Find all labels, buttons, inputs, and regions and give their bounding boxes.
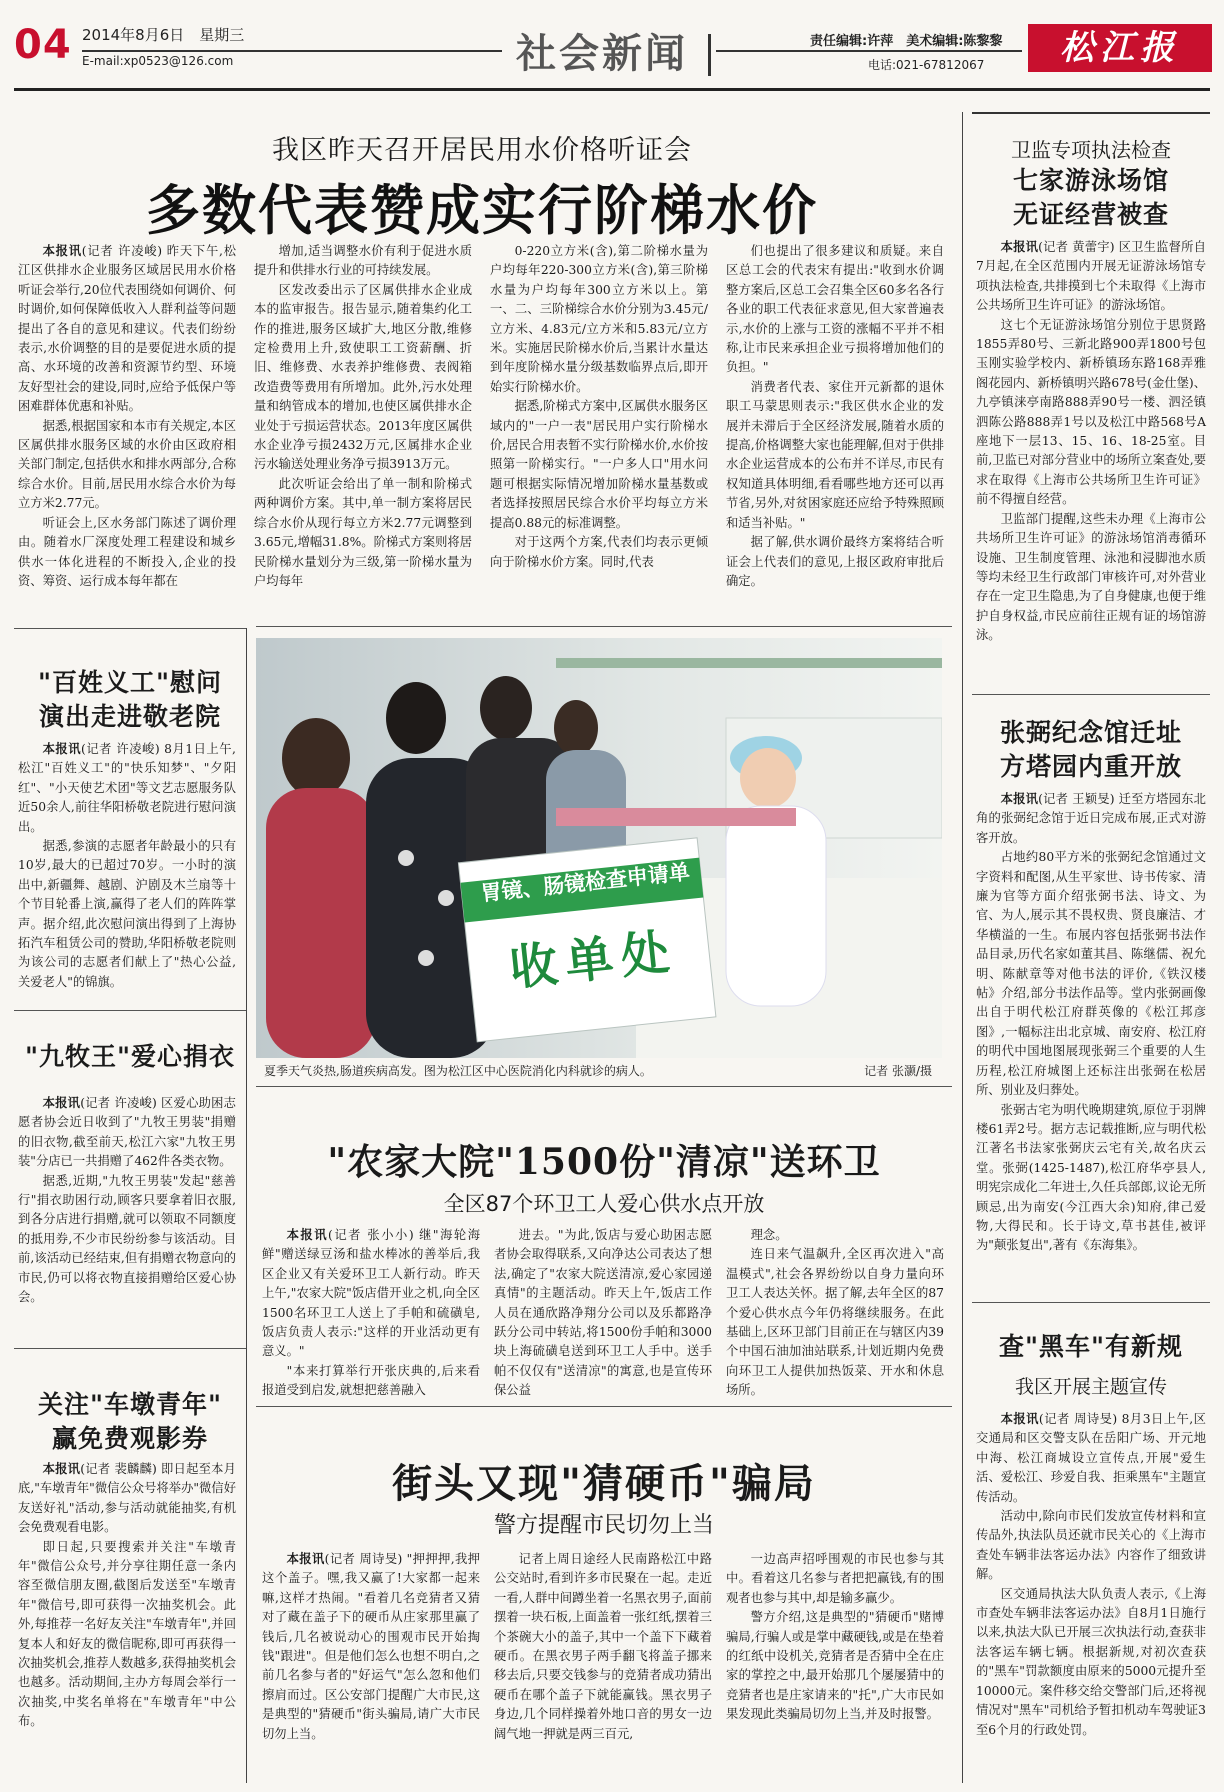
lead-col-1 — [18, 242, 236, 591]
rule-left-2 — [14, 1010, 246, 1011]
section-divider — [708, 34, 711, 76]
paragraph: 据悉,参演的志愿者年龄最小的只有10岁,最大的已超过70岁。一小时的演出中,新疆舞、越剧、沪剧及木兰扇等十个节目轮番上演,赢得了老人们的阵阵掌声。据介绍,此次慰问演出得到了上海协拓汽车租赁公司的赞助,华阳桥敬老院则为该公司的志愿者们献上了"热心公益,关爱老人"的锦旗。 — [18, 839, 236, 989]
paragraph: 进去。"为此,饭店与爱心助困志愿者协会取得联系,又向净达公司表达了想法,确定了"农家大院送清凉,爱心家园递真情"的主题活动。昨天上午,饭店工作人员在通欣路净翔分公司以及乐都路净跃分公司中转站,将1500份手帕和3000块上海硫磺皂送到环卫工人手中。送手帕不仅仅有"送清凉"的寓意,也是宣传环保公益 — [494, 1228, 712, 1398]
mid2-col-3 — [726, 1550, 944, 1725]
paragraph: 本报讯(记者 周诗旻) 8月3日上午,区交通局和区交警支队在岳阳广场、开元地中海、松江商城设立宣传点,开展"爱生活、爱松江、珍爱自我、拒乘黑车"主题宣传活动。 — [976, 1412, 1206, 1504]
rule-left-3 — [14, 1348, 246, 1349]
rule-right-2 — [972, 1302, 1210, 1303]
mid2-subtitle: 警方提醒市民切勿上当 — [493, 1513, 714, 1538]
left3-body — [18, 1460, 236, 1732]
right1-title — [972, 164, 1210, 232]
mid2-col-3-text — [726, 1550, 944, 1725]
left1-title — [14, 666, 246, 734]
paragraph: 本报讯(记者 许凌峻) 昨天下午,松江区供排水企业服务区域居民用水价格听证会举行,20位代表围绕如何调价、何时调价,如何保障低收入人群利益等问题提出了各自的意见和建议。代表们纷纷表示,水价调整的目的是要促进水质的提高、水环境的改善和资源节约型、环境友好型社会的建设,同时,应给予低保户等困难群体优惠和补贴。 — [18, 244, 236, 414]
photo-caption — [256, 1062, 942, 1079]
mid2-col-1 — [262, 1550, 480, 1744]
paragraph: 据了解,供水调价最终方案将结合听证会上代表们的意见,上报区政府审批后确定。 — [726, 535, 944, 588]
paragraph: 据悉,阶梯式方案中,区属供水服务区域内的"一户一表"居民用户实行阶梯水价,居民合用表暂不实行阶梯水价,水价按照第一阶梯实行。"一户多人口"用水问题可根据实际情况增加阶梯水量基数或者选择按照居民综合水价平均每立方米提高0.88元的标准调整。 — [490, 399, 708, 530]
photo-byline: 记者 张灏/摄 — [864, 1064, 932, 1078]
lead-col-4-body — [726, 242, 944, 591]
paragraph: 本报讯(记者 周诗旻) "押押押,我押这个盖子。嘿,我又赢了!大家都一起来嘛,这样才热闹。"看着几名竞猜者又猜对了藏在盖子下的硬币从庄家那里赢了钱后,几名被说动心的围观市民开始掏钱"跟进"。但是他们怎么也想不明白,之前几名参与者的"好运气"怎么忽和他们擦肩而过。区公安部门提醒广大市民,这是典型的"猜硬币"街头骗局,请广大市民切勿上当。 — [262, 1552, 480, 1741]
top-rule — [14, 88, 1210, 91]
paragraph: 据悉,根据国家和本市有关规定,本区区属供排水服务区域的水价由区政府相关部门制定,包括供水和排水两部分,合称综合水价。目前,居民用水综合水价为每立方米2.77元。 — [18, 418, 236, 511]
mid1-col-2 — [494, 1226, 712, 1401]
left2-title: "九牧王"爱心捐衣 — [24, 1042, 236, 1071]
mid1-col-3 — [726, 1226, 944, 1401]
contact-phone: 电话:021-67812067 — [868, 58, 985, 72]
mid1-col-3-text — [726, 1226, 944, 1401]
right3-subtitle: 我区开展主题宣传 — [1014, 1376, 1167, 1398]
paragraph: "本来打算举行开张庆典的,后来看报道受到启发,就想把慈善融入 — [262, 1363, 480, 1398]
column-rule-left — [246, 628, 247, 1783]
rule-lead-bottom — [256, 626, 952, 627]
left3-body-text — [18, 1460, 236, 1732]
paragraph: 本报讯(记者 裴麟麟) 即日起至本月底,"车墩青年"微信公众号将举办"微信好友送好礼"活动,参与活动就能抽奖,有机会免费观看电影。 — [18, 1462, 236, 1535]
paragraph: 即日起,只要搜索并关注"车墩青年"微信公众号,并分享往期任意一条内容至微信朋友圈,截图后发送至"车墩青年"微信号,即可获得一次抽奖机会。此外,每推荐一名好友关注"车墩青年",并回复本人和好友的微信昵称,即可再获得一次抽奖机会,推荐人数越多,获得抽奖机会也越多。活动期间,主办方每周会举行一次抽奖,中奖名单将在"车墩青年"中公布。 — [18, 1539, 236, 1729]
left2-body-text — [18, 1094, 236, 1307]
paragraph: 连日来气温飙升,全区再次进入"高温模式",社会各界纷纷以自身力量向环卫工人表达关怀。据了解,去年全区的87个爱心供水点今年仍将继续服务。在此基础上,区环卫部门目前正在与辖区内39个中国石油加油站联系,计划近期内免费向环卫工人提供加热饭菜、开水和休息场所。 — [726, 1247, 944, 1398]
right2-title-line-2: 方塔园内重开放 — [999, 752, 1182, 781]
newspaper-logo: 松江报 — [1028, 24, 1212, 72]
right2-title — [972, 716, 1210, 784]
mid2-col-2 — [494, 1550, 712, 1744]
mid1-col-1-text — [262, 1226, 480, 1401]
lead-col-4 — [726, 242, 944, 591]
paragraph: 记者上周日途经人民南路松江中路公交站时,看到许多市民聚在一起。走近一看,人群中间蹲坐着一名黑衣男子,面前摆着一块石板,上面盖着一张红纸,摆着三个茶碗大小的盖子,其中一个盖下下藏着硬币。在黑衣男子两手翻飞将盖子挪来移去后,只要交钱参与的竞猜者成功猜出硬币在哪个盖子下就能赢钱。黑衣男子身边,几个同样操着外地口音的男女一边阔气地一押就是两三百元, — [494, 1552, 712, 1741]
paragraph: 一边高声招呼围观的市民也参与其中。看着这几名参与者把把赢钱,有的围观者也参与其中,却是输多赢少。 — [726, 1552, 944, 1605]
rule-right-1 — [972, 694, 1210, 695]
rule-mid-1 — [256, 1406, 952, 1407]
right1-body — [976, 238, 1206, 646]
right1-kicker: 卫监专项执法检查 — [1011, 138, 1171, 162]
header-rule-left — [82, 50, 502, 52]
photo-sign — [466, 851, 714, 1002]
paragraph: 本报讯(记者 王颖旻) 迁至方塔园东北角的张弼纪念馆于近日完成布展,正式对游客开放。 — [976, 792, 1206, 845]
lead-kicker: 我区昨天召开居民用水价格听证会 — [272, 135, 692, 166]
paragraph: 张弼古宅为明代晚期建筑,原位于羽牌楼61弄2号。据方志记载推断,应与明代松江著名书法家张弼庆云宅有关,故名庆云堂。张弼(1425-1487),松江府华亭县人,明宪宗成化二年进士,久任兵部郎,议论无所顾忌,出为南安(今江西大余)知府,律己爱物,大得民和。长于诗文,草书甚佳,被评为"颠张复出",著有《东海集》。 — [976, 1102, 1206, 1253]
left1-body — [18, 740, 236, 992]
paragraph: 区交通局执法大队负责人表示,《上海市查处车辆非法客运办法》自8月1日施行以来,执法大队已开展三次执法行动,查获非法客运车辆七辆。根据新规,对初次查获的"黑车"罚款额度由原来的5000元提升至10000元。案件移交给交警部门后,还将视情况对"黑车"司机给予暂扣机动车驾驶证3至6个月的行政处罚。 — [976, 1586, 1206, 1737]
paragraph: 区发改委出示了区属供排水企业成本的监审报告。报告显示,随着集约化工作的推进,服务区域扩大,地区分散,维修定检费用上升,致使职工工资薪酬、折旧、维修费、水表养护维修费、表阀箱改造费等费用有所增加。此外,污水处理量和纳管成本的增加,也使区属供排水企业处于亏损运营状态。2013年度区属供水企业净亏损2432万元,区属排水企业污水输送处理业务净亏损3913万元。 — [254, 282, 472, 472]
news-photo — [256, 638, 942, 1058]
paragraph: 增加,适当调整水价有利于促进水质提升和供排水行业的可持续发展。 — [254, 244, 472, 278]
right1-body-text — [976, 238, 1206, 646]
paragraph: 卫监部门提醒,这些未办理《上海市公共场所卫生许可证》的游泳场馆消毒循环设施、卫生制度管理、泳池和浸脚池水质等均未经卫生行政部门审核许可,对外营业存在一定卫生隐患,为了自身健康,也便于维护自身权益,市民应前往正规有证的场馆游泳。 — [976, 511, 1206, 643]
header-rule-right — [716, 50, 1022, 52]
mid1-col-1 — [262, 1226, 480, 1401]
paragraph: 本报讯(记者 张小小) 继"海轮海鲜"赠送绿豆汤和盐水棒冰的善举后,我区企业又有关爱环卫工人新行动。昨天上午,"农家大院"饭店借开业之机,向全区1500名环卫工人送上了手帕和硫磺皂,饭店负责人表示:"这样的开业活动更有意义。" — [262, 1228, 480, 1359]
right2-body-text — [976, 790, 1206, 1256]
paragraph: 据悉,近期,"九牧王男装"发起"慈善行"捐衣助困行动,顾客只要拿着旧衣服,到各分店进行捐赠,就可以领取不同额度的抵用券,不少市民纷纷参与该活动。目前,该活动已经结束,但有捐赠衣物意向的市民,仍可以将衣物直接捐赠给区爱心协会。 — [18, 1173, 236, 1305]
left3-title-line-2: 赢免费观影券 — [51, 1424, 208, 1453]
paragraph: 这七个无证游泳场馆分别位于思贤路1855弄80号、三新北路900弄1800号包玉刚实验学校内、新桥镇玚东路168弄雅阁花园内、新桥镇明兴路678号(金仕堡)、九亭镇涞亭南路888弄90号一楼、泗泾镇泗陈公路888弄1号以及松江中路568号A座地下一层13、15、16、18-25室。目前,卫监已对部分营业中的场所立案查处,要求在取得《上海市公共场所卫生许可证》前不得擅自经营。 — [976, 317, 1206, 507]
left3-title — [14, 1388, 246, 1456]
left1-body-text — [18, 740, 236, 992]
paragraph: 此次听证会给出了单一制和阶梯式两种调价方案。其中,单一制方案将居民综合水价从现行每立方米2.77元调整到3.65元,增幅31.8%。阶梯式方案则将居民阶梯水量划分为三级,第一阶梯水量为户均每年 — [254, 476, 472, 588]
lead-col-2-body — [254, 242, 472, 591]
lead-col-2 — [254, 242, 472, 591]
masthead — [0, 0, 1224, 82]
right3-title: 查"黑车"有新规 — [998, 1332, 1184, 1361]
page-number: 04 — [14, 22, 72, 68]
sign-line-2: 收单处 — [506, 923, 680, 997]
lead-col-3-body — [490, 242, 708, 572]
mid1-col-2-text — [494, 1226, 712, 1401]
mid2-col-2-text — [494, 1550, 712, 1744]
paragraph: 0-220立方米(含),第二阶梯水量为户均每年220-300立方米(含),第三阶梯水量为户均每年300立方米以上。第一、二、三阶梯综合水价分别为3.45元/立方米、4.83元/立方米和5.83元/立方米。实施居民阶梯水价后,当累计水量达到年度阶梯水量分级基数临界点后,即开始实行阶梯水价。 — [490, 244, 708, 394]
right3-body — [976, 1410, 1206, 1740]
mid2-title: 街头又现"猜硬币"骗局 — [392, 1460, 816, 1507]
right3-body-text — [976, 1410, 1206, 1740]
right1-title-line-2: 无证经营被查 — [1012, 200, 1169, 229]
paragraph: 理念。 — [750, 1228, 788, 1242]
issue-date: 2014年8月6日 星期三 — [82, 26, 245, 44]
left3-title-line-1: 关注"车墩青年" — [37, 1390, 223, 1419]
paragraph: 本报讯(记者 黄蕾宇) 区卫生监督所自7月起,在全区范围内开展无证游泳场馆专项执法检查,共排摸到七个未取得《上海市公共场所卫生许可证》的游泳场馆。 — [976, 240, 1206, 313]
contact-email: E-mail:xp0523@126.com — [82, 54, 234, 68]
rule-right-top — [972, 112, 1210, 114]
paragraph: 们也提出了很多建议和质疑。来自区总工会的代表宋有提出:"收到水价调整方案后,区总工会召集全区60多名各行各业的职工代表征求意见,但大家普遍表示,水价的上涨与工资的涨幅不平并不相称,让市民来承担企业亏损将增加他们的负担。" — [726, 244, 944, 375]
rule-left-1 — [14, 628, 246, 629]
paragraph: 占地约80平方米的张弼纪念馆通过文字资料和配图,从生平家世、诗书传家、清廉为官等方面介绍张弼书法、诗文、为官、为人,展示其不畏权贵、贤良廉洁、才华横溢的一生。布展内容包括张弼书法作品目录,历代名家如董其昌、陈继儒、祝允明、陈献章等对他书法的评价,《铁汉楼帖》介绍,部分书法作品等。堂内张弼画像出自于明代松江府群英像的《松江邦彦图》,一幅标注出北京城、南安府、松江府的明代中国地图展现张弼三个重要的人生历程,松江府城图上还标注出张弼在松居所、别业及归葬处。 — [976, 850, 1206, 1098]
left1-title-line-1: "百姓义工"慰问 — [37, 668, 223, 697]
caption-text: 夏季天气炎热,肠道疾病高发。图为松江区中心医院消化内科就诊的病人。 — [264, 1064, 652, 1078]
lead-col-3 — [490, 242, 708, 572]
rule-photo-bottom — [256, 1086, 952, 1087]
paragraph: 听证会上,区水务部门陈述了调价理由。随着水厂深度处理工程建设和城乡供水一体化进程的不断投入,企业的投资、筹资、运行成本每年都在 — [18, 515, 236, 588]
paragraph: 本报讯(记者 许凌峻) 区爱心助困志愿者协会近日收到了"九牧王男装"捐赠的旧衣物,截至前天,松江六家"九牧王男装"分店已一共捐赠了462件各类衣物。 — [18, 1096, 236, 1169]
photo-illustration — [256, 638, 942, 1058]
paragraph: 活动中,除向市民们发放宣传材料和宣传品外,执法队员还就市民关心的《上海市查处车辆非法客运办法》内容作了细致讲解。 — [976, 1509, 1206, 1582]
column-rule-right — [962, 112, 963, 1783]
mid2-col-1-text — [262, 1550, 480, 1744]
right1-title-line-1: 七家游泳场馆 — [1012, 166, 1169, 195]
paragraph: 本报讯(记者 许凌峻) 8月1日上午,松江"百姓义工"的"快乐知梦"、"夕阳红"、"小天使艺术团"等文艺志愿服务队近50余人,前往华阳桥敬老院进行慰问演出。 — [18, 742, 236, 834]
paragraph: 警方介绍,这是典型的"猜硬币"赌博骗局,行骗人或是掌中藏硬钱,或是在垫着的红纸中设机关,竞猜者是否猜中全在庄家的掌控之中,最开始那几个屡屡猜中的竞猜者也是庄家请来的"托",广大市民如果发现此类骗局切勿上当,并及时报警。 — [726, 1610, 944, 1722]
lead-col-1-body — [18, 242, 236, 591]
section-title: 社会新闻 — [516, 31, 688, 77]
paragraph: 消费者代表、家住开元新都的退休职工马蒙思则表示:"我区供水企业的发展并未滞后于全区经济发展,随着水质的提高,价格调整大家也能理解,但对于供排水企业运营成本的公布并不详尽,市民有权知道具体明细,看看哪些地方还可以再节省,另外,对贫困家庭还应给予特殊照顾和适当补贴。" — [726, 379, 944, 530]
right2-title-line-1: 张弼纪念馆迁址 — [999, 718, 1182, 747]
editors-credit: 责任编辑:许萍 美术编辑:陈黎黎 — [810, 34, 1003, 49]
left2-body — [18, 1094, 236, 1307]
sign-line-1: 胃镜、肠镜检查申请单 — [479, 859, 691, 906]
mid1-subtitle: 全区87个环卫工人爱心供水点开放 — [443, 1192, 765, 1216]
mid1-title: "农家大院"1500份"清凉"送环卫 — [327, 1141, 881, 1183]
left1-title-line-2: 演出走进敬老院 — [38, 702, 221, 731]
right2-body — [976, 790, 1206, 1256]
paragraph: 对于这两个方案,代表们均表示更倾向于阶梯水价方案。同时,代表 — [490, 535, 708, 569]
lead-headline: 多数代表赞成实行阶梯水价 — [146, 179, 818, 242]
